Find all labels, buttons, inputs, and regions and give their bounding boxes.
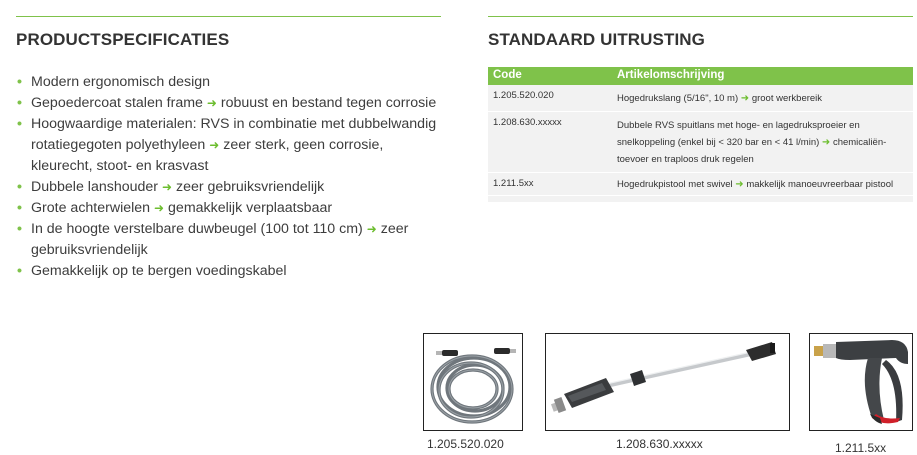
- divider-left: [16, 16, 441, 17]
- gun-caption: 1.211.5xx: [835, 441, 887, 455]
- row-code: 1.205.520.020: [493, 90, 554, 101]
- hose-coil-icon: [424, 334, 523, 431]
- arrow-right-icon: ➜: [154, 201, 165, 215]
- lance-caption: 1.208.630.xxxxx: [616, 437, 703, 451]
- arrow-right-icon: ➜: [821, 137, 831, 148]
- table-header: [488, 67, 913, 85]
- hose-caption: 1.205.520.020: [427, 437, 504, 451]
- arrow-right-icon: ➜: [740, 93, 750, 104]
- list-item: • Gepoedercoat stalen frame ➜ robuust en bestand tegen corrosie: [17, 95, 437, 111]
- row-code: 1.211.5xx: [493, 178, 534, 189]
- arrow-right-icon: ➜: [366, 222, 377, 236]
- divider-right: [488, 16, 913, 17]
- arrow-right-icon: ➜: [206, 96, 217, 110]
- spray-gun-icon: [810, 334, 913, 431]
- list-item: • Grote achterwielen ➜ gemakkelijk verplaatsbaar: [17, 200, 333, 216]
- list-item: • Hoogwaardige materialen: RVS in combinatie met dubbelwandig rotatiegegoten polyethyleen ➜ zeer sterk, geen corrosie, kleurecht, stoot- en krasvast: [17, 116, 437, 174]
- equipment-table: [488, 67, 913, 202]
- row-code: 1.208.630.xxxxx: [493, 117, 562, 128]
- row-description: Hogedrukpistool met swivel ➜ makkelijk manoeuvreerbaar pistool: [617, 179, 894, 190]
- list-item: • In de hoogte verstelbare duwbeugel (100 tot 110 cm) ➜ zeer gebruiksvriendelijk: [17, 221, 409, 258]
- list-item: • Gemakkelijk op te bergen voedingskabel: [17, 263, 287, 279]
- list-item: • Modern ergonomisch design: [17, 74, 211, 90]
- specs-heading: PRODUCTSPECIFICATIES: [16, 30, 230, 49]
- hose-image: [423, 333, 523, 431]
- column-header-description: Artikelomschrijving: [617, 69, 725, 81]
- row-description: Hogedrukslang (5/16", 10 m) ➜ groot werkbereik: [617, 93, 823, 104]
- gun-image: [809, 333, 913, 431]
- list-item: • Dubbele lanshouder ➜ zeer gebruiksvriendelijk: [17, 179, 325, 195]
- spec-list: [16, 72, 446, 282]
- table-row: [488, 85, 913, 112]
- lance-image: [545, 333, 790, 431]
- table-row: [488, 173, 913, 196]
- spray-lance-icon: [546, 334, 790, 431]
- arrow-right-icon: ➜: [161, 180, 173, 194]
- equipment-heading: STANDAARD UITRUSTING: [488, 30, 706, 49]
- arrow-right-icon: ➜: [735, 179, 744, 190]
- row-description: Dubbele RVS spuitlans met hoge- en lagedruksproeier en snelkoppeling (enkel bij < 320 bar en < 41 l/min) ➜ chemicaliën-toevoer en traploos druk regelen: [617, 120, 887, 165]
- arrow-right-icon: ➜: [209, 138, 220, 152]
- column-header-code: Code: [493, 69, 522, 81]
- table-row: [488, 112, 913, 173]
